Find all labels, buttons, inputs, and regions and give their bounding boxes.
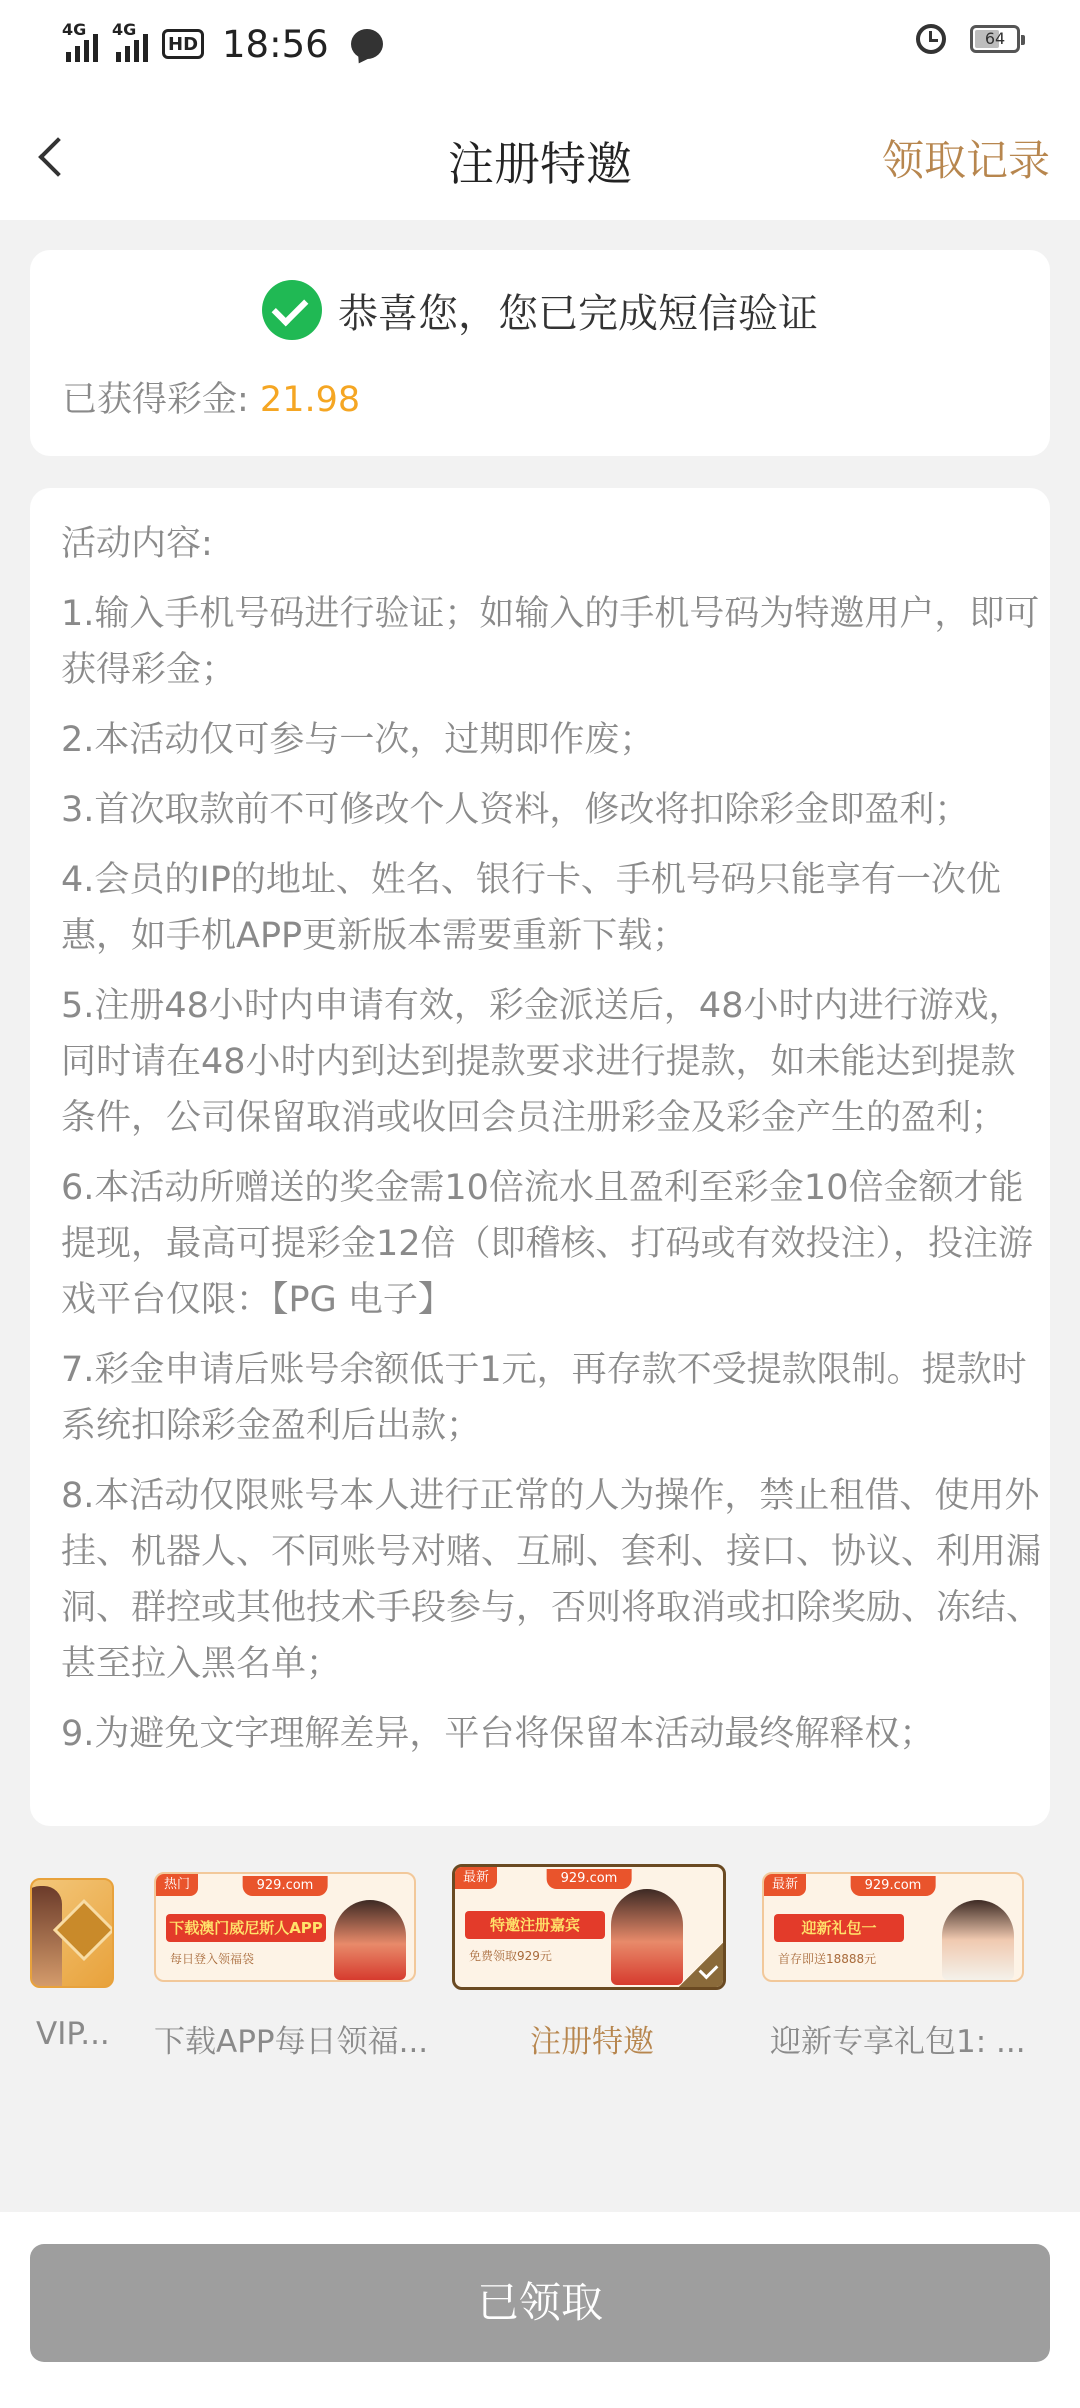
site-label: 929.com bbox=[547, 1869, 632, 1889]
promo-item-welcome-pack[interactable] bbox=[762, 1872, 1026, 2060]
banner-headline: 迎新礼包一 bbox=[774, 1914, 904, 1942]
status-bar bbox=[0, 0, 1080, 90]
status-right bbox=[916, 24, 1020, 54]
banner-subtitle: 每日登入领福袋 bbox=[170, 1952, 255, 1966]
banner-headline: 下载澳门威尼斯人APP bbox=[166, 1914, 326, 1942]
verification-status bbox=[30, 280, 1050, 340]
battery-icon bbox=[970, 25, 1020, 53]
site-label: 929.com bbox=[851, 1876, 936, 1896]
rule-item: 3.首次取款前不可修改个人资料，修改将扣除彩金即盈利； bbox=[61, 790, 970, 830]
promo-item-download[interactable] bbox=[154, 1872, 429, 2060]
bonus-line bbox=[62, 372, 360, 422]
promo-caption: 迎新专享礼包1: ... bbox=[770, 2024, 1026, 2060]
signal-icon bbox=[62, 20, 98, 62]
promo-caption: VIP... bbox=[36, 2016, 110, 2052]
promo-carousel[interactable] bbox=[0, 1858, 1080, 2068]
model-image bbox=[30, 1886, 62, 1986]
banner-art-image bbox=[334, 1900, 406, 1980]
selected-check-icon bbox=[679, 1943, 723, 1987]
banner-art-image bbox=[942, 1900, 1014, 1980]
rule-item: 9.为避免文字理解差异，平台将保留本活动最终解释权； bbox=[61, 1714, 935, 1754]
rule-item: 4.会员的IP的地址、姓名、银行卡、手机号码只能享有一次优惠，如手机APP更新版本需要重新下载； bbox=[61, 860, 1001, 956]
rule-item: 5.注册48小时内申请有效，彩金派送后，48小时内进行游戏，同时请在48小时内到达到提款要求进行提款，如未能达到提款条件，公司保留取消或收回会员注册彩金及彩金产生的盈利； bbox=[61, 986, 1024, 1138]
alarm-icon bbox=[916, 24, 946, 54]
rule-item: 7.彩金申请后账号余额低于1元，再存款不受提款限制。提款时系统扣除彩金盈利后出款； bbox=[61, 1350, 1027, 1446]
rule-item: 6.本活动所赠送的奖金需10倍流水且盈利至彩金10倍金额才能提现，最高可提彩金12倍（即稽核、打码或有效投注），投注游戏平台仅限：【PG 电子】 bbox=[61, 1168, 1034, 1320]
claimed-button[interactable]: 已领取 bbox=[30, 2244, 1050, 2362]
rules-card[interactable] bbox=[30, 488, 1050, 1826]
rule-item: 2.本活动仅可参与一次，过期即作废； bbox=[61, 720, 655, 760]
promo-banner bbox=[762, 1872, 1024, 1982]
vip-badge-icon bbox=[53, 1899, 114, 1961]
rule-item: 1.输入手机号码进行验证；如输入的手机号码为特邀用户，即可获得彩金； bbox=[61, 594, 1040, 690]
hd-icon: HD bbox=[162, 29, 204, 59]
promo-banner bbox=[154, 1872, 416, 1982]
promo-caption: 注册特邀 bbox=[530, 2024, 654, 2060]
rules-list bbox=[61, 516, 1041, 1762]
banner-subtitle: 免费领取929元 bbox=[469, 1949, 552, 1963]
rules-title: 活动内容: bbox=[61, 524, 213, 564]
bonus-amount: 21.98 bbox=[259, 380, 361, 420]
hot-tag: 热门 bbox=[156, 1874, 198, 1896]
bottom-action-bar bbox=[0, 2212, 1080, 2408]
signal-icon bbox=[112, 20, 148, 62]
promo-caption: 下载APP每日领福... bbox=[154, 2024, 429, 2060]
rule-item: 8.本活动仅限账号本人进行正常的人为操作，禁止租借、使用外挂、机器人、不同账号对赌、互刷、套利、接口、协议、利用漏洞、群控或其他技术手段参与，否则将取消或扣除奖励、冻结、甚至拉入黑名单； bbox=[61, 1476, 1042, 1684]
site-label: 929.com bbox=[243, 1876, 328, 1896]
nav-header bbox=[0, 90, 1080, 220]
battery-level: 64 bbox=[984, 29, 1006, 48]
page-title: 注册特邀 bbox=[448, 137, 632, 191]
promo-item-register-invite[interactable] bbox=[452, 1864, 726, 2060]
banner-headline: 特邀注册嘉宾 bbox=[465, 1911, 605, 1939]
clock-time: 18:56 bbox=[222, 22, 329, 66]
bonus-label: 已获得彩金: bbox=[62, 380, 260, 420]
network-type-label: 4G bbox=[112, 20, 137, 39]
banner-subtitle: 首存即送18888元 bbox=[778, 1952, 877, 1966]
new-tag: 最新 bbox=[455, 1867, 497, 1889]
vip-thumbnail bbox=[30, 1878, 114, 1988]
check-circle-icon bbox=[262, 280, 322, 340]
promo-banner-selected bbox=[452, 1864, 726, 1990]
records-link[interactable]: 领取记录 bbox=[881, 136, 1050, 185]
verification-card bbox=[30, 250, 1050, 456]
status-left bbox=[62, 18, 383, 70]
message-icon bbox=[351, 29, 383, 59]
network-type-label: 4G bbox=[62, 20, 87, 39]
new-tag: 最新 bbox=[764, 1874, 806, 1896]
banner-art-image bbox=[611, 1889, 683, 1985]
verification-message: 恭喜您，您已完成短信验证 bbox=[338, 290, 818, 337]
